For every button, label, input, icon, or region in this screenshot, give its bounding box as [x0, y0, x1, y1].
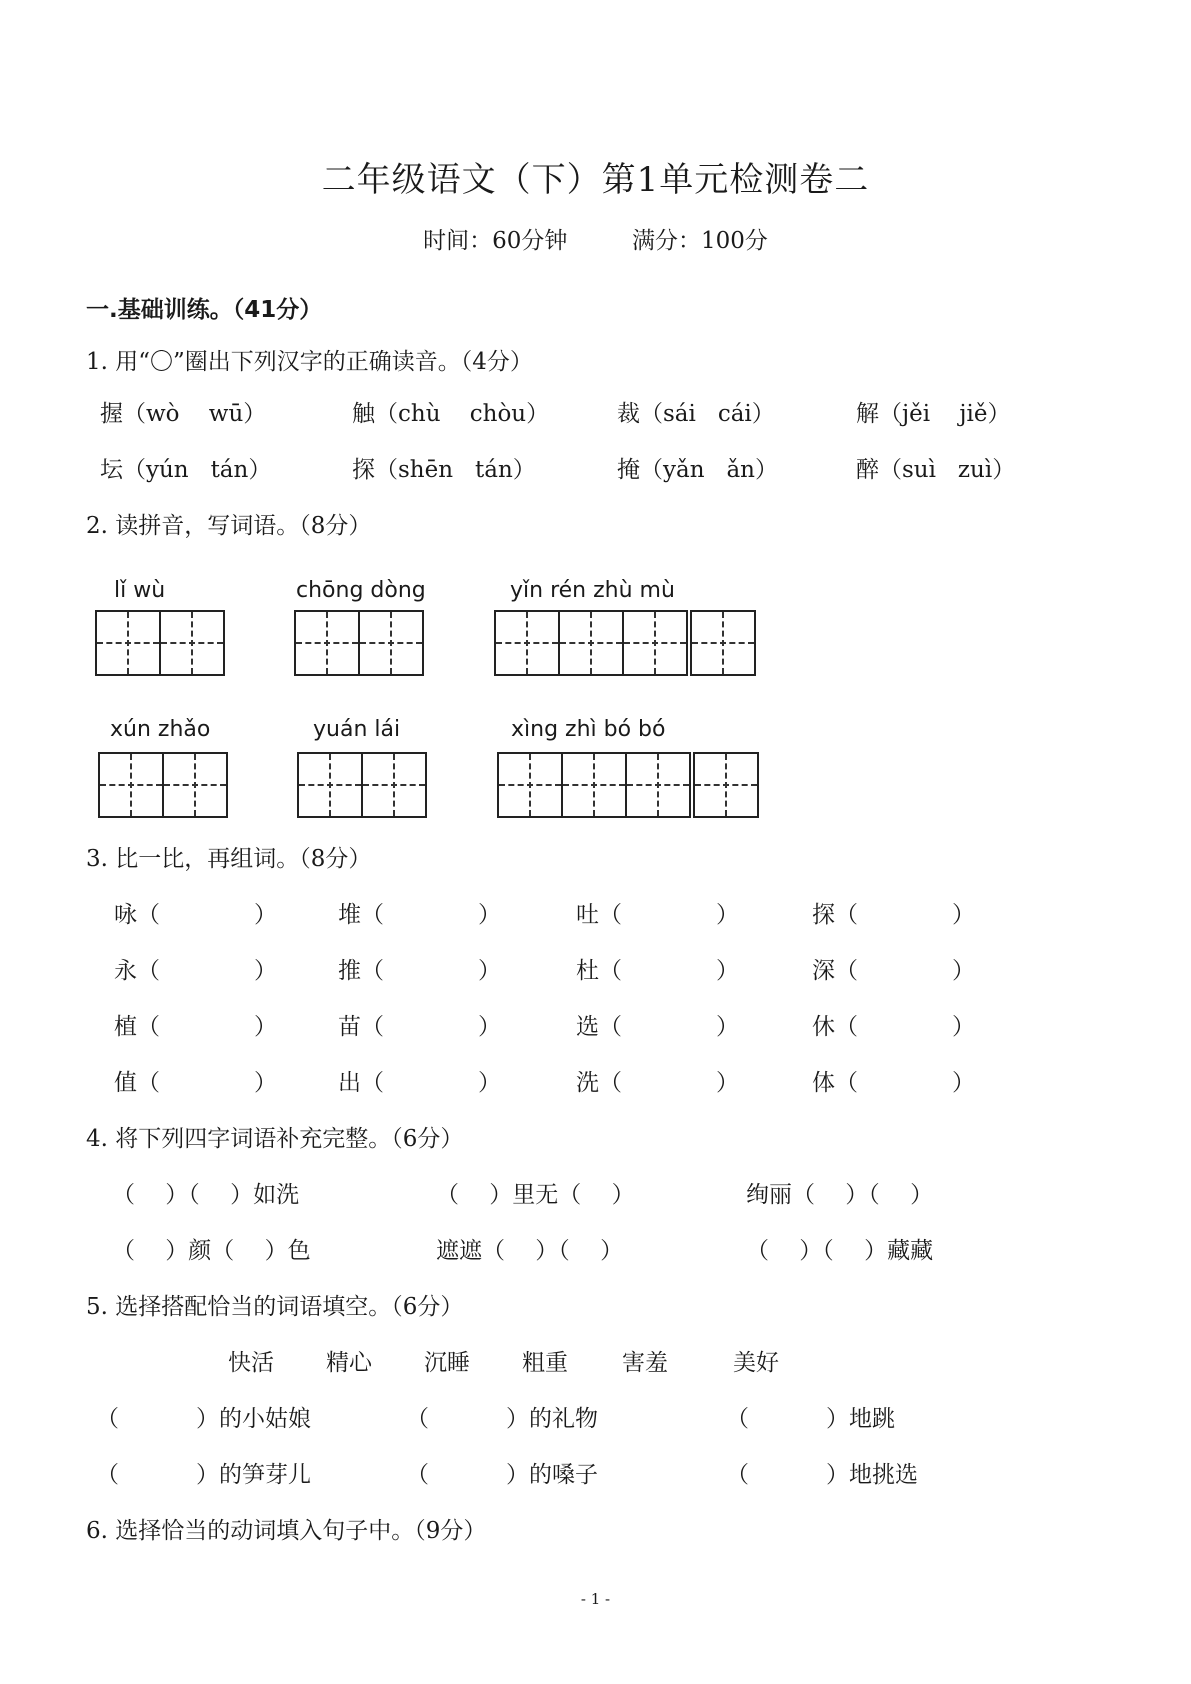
q3-item[interactable]: 永（ [114, 958, 160, 984]
q1-item[interactable]: 醉（suì zuì） [856, 457, 1016, 483]
grid-cell[interactable] [294, 610, 360, 676]
writing-grid[interactable] [294, 610, 424, 676]
pinyin-label: yǐn rén zhù mù [510, 578, 675, 603]
q1-item[interactable]: 解（jěi jiě） [856, 401, 1011, 427]
page-title: 二年级语文（下）第1单元检测卷二 [321, 160, 870, 200]
grid-cell[interactable] [693, 752, 759, 818]
question-6-prompt: 6. 选择恰当的动词填入句子中。（9分） [86, 1518, 487, 1544]
full-score: 满分：100分 [632, 228, 768, 254]
close-paren: ） [716, 902, 739, 928]
q3-item[interactable]: 探（ [812, 902, 858, 928]
q3-item[interactable]: 杜（ [576, 958, 622, 984]
writing-grid[interactable] [497, 752, 759, 818]
q3-item[interactable]: 苗（ [338, 1014, 384, 1040]
fill-blank[interactable]: （ [726, 1462, 749, 1488]
close-paren: ） [254, 1014, 277, 1040]
q3-item[interactable]: 咏（ [114, 902, 160, 928]
close-paren: ） [952, 1070, 975, 1096]
pinyin-label: lǐ wù [114, 578, 166, 603]
grid-cell[interactable] [625, 752, 691, 818]
close-paren: ） [254, 1070, 277, 1096]
fill-blank-suffix: ）的嗓子 [506, 1462, 598, 1488]
word-option: 粗重 [522, 1350, 568, 1376]
fill-blank-suffix: ）地跳 [826, 1406, 895, 1432]
close-paren: ） [478, 902, 501, 928]
pinyin-label: yuán lái [313, 717, 401, 742]
close-paren: ） [716, 958, 739, 984]
grid-cell[interactable] [622, 610, 688, 676]
section-heading: 一.基础训练。（41分） [86, 297, 323, 323]
fill-blank[interactable]: （ [726, 1406, 749, 1432]
writing-grid[interactable] [95, 610, 225, 676]
close-paren: ） [478, 958, 501, 984]
exam-info [0, 222, 1191, 255]
grid-cell[interactable] [361, 752, 427, 818]
q1-item[interactable]: 探（shēn tán） [352, 457, 536, 483]
pinyin-label: chōng dòng [296, 578, 426, 603]
q3-item[interactable]: 出（ [338, 1070, 384, 1096]
grid-cell[interactable] [494, 610, 560, 676]
fill-blank-suffix: ）的笋芽儿 [196, 1462, 311, 1488]
pinyin-label: xún zhǎo [110, 717, 211, 742]
question-2-prompt: 2. 读拼音，写词语。（8分） [86, 513, 372, 539]
close-paren: ） [716, 1014, 739, 1040]
idiom-blank[interactable]: （ ）里无（ ） [436, 1182, 635, 1208]
idiom-blank[interactable]: （ ）颜（ ）色 [112, 1238, 311, 1264]
q1-item[interactable]: 握（wò wū） [100, 401, 267, 427]
question-4-prompt: 4. 将下列四字词语补充完整。（6分） [86, 1126, 464, 1152]
close-paren: ） [478, 1014, 501, 1040]
grid-cell[interactable] [561, 752, 627, 818]
close-paren: ） [716, 1070, 739, 1096]
fill-blank-suffix: ）的礼物 [506, 1406, 598, 1432]
fill-blank[interactable]: （ [406, 1462, 429, 1488]
q3-item[interactable]: 洗（ [576, 1070, 622, 1096]
fill-blank-suffix: ）地挑选 [826, 1462, 918, 1488]
fill-blank[interactable]: （ [96, 1406, 119, 1432]
idiom-blank[interactable]: 遮遮（ ）（ ） [436, 1238, 624, 1264]
grid-cell[interactable] [497, 752, 563, 818]
idiom-blank[interactable]: 绚丽（ ）（ ） [746, 1182, 934, 1208]
q3-item[interactable]: 植（ [114, 1014, 160, 1040]
word-option: 害羞 [622, 1350, 668, 1376]
grid-cell[interactable] [690, 610, 756, 676]
close-paren: ） [952, 902, 975, 928]
writing-grid[interactable] [494, 610, 756, 676]
idiom-blank[interactable]: （ ）（ ）藏藏 [746, 1238, 934, 1264]
question-1-prompt: 1. 用“〇”圈出下列汉字的正确读音。（4分） [86, 349, 533, 375]
q1-item[interactable]: 裁（sái cái） [617, 401, 775, 427]
fill-blank-suffix: ）的小姑娘 [196, 1406, 311, 1432]
q3-item[interactable]: 选（ [576, 1014, 622, 1040]
q1-item[interactable]: 掩（yǎn ǎn） [617, 457, 778, 483]
grid-cell[interactable] [358, 610, 424, 676]
q3-item[interactable]: 吐（ [576, 902, 622, 928]
word-option: 美好 [733, 1350, 779, 1376]
word-option: 精心 [326, 1350, 372, 1376]
pinyin-label: xìng zhì bó bó [511, 717, 666, 742]
q1-item[interactable]: 坛（yún tán） [100, 457, 272, 483]
writing-grid[interactable] [297, 752, 427, 818]
grid-cell[interactable] [297, 752, 363, 818]
grid-cell[interactable] [159, 610, 225, 676]
q3-item[interactable]: 推（ [338, 958, 384, 984]
time-limit: 时间：60分钟 [423, 228, 568, 254]
fill-blank[interactable]: （ [406, 1406, 429, 1432]
grid-cell[interactable] [95, 610, 161, 676]
close-paren: ） [254, 958, 277, 984]
q3-item[interactable]: 休（ [812, 1014, 858, 1040]
writing-grid[interactable] [98, 752, 228, 818]
word-option: 快活 [228, 1350, 274, 1376]
q1-item[interactable]: 触（chù chòu） [352, 401, 550, 427]
q3-item[interactable]: 深（ [812, 958, 858, 984]
question-3-prompt: 3. 比一比，再组词。（8分） [86, 846, 372, 872]
grid-cell[interactable] [98, 752, 164, 818]
word-option: 沉睡 [424, 1350, 470, 1376]
q3-item[interactable]: 体（ [812, 1070, 858, 1096]
close-paren: ） [952, 958, 975, 984]
grid-cell[interactable] [558, 610, 624, 676]
close-paren: ） [478, 1070, 501, 1096]
q3-item[interactable]: 值（ [114, 1070, 160, 1096]
grid-cell[interactable] [162, 752, 228, 818]
close-paren: ） [254, 902, 277, 928]
idiom-blank[interactable]: （ ）（ ）如洗 [112, 1182, 300, 1208]
question-5-prompt: 5. 选择搭配恰当的词语填空。（6分） [86, 1294, 464, 1320]
q3-item[interactable]: 堆（ [338, 902, 384, 928]
fill-blank[interactable]: （ [96, 1462, 119, 1488]
page-number: - 1 - [580, 1590, 611, 1608]
close-paren: ） [952, 1014, 975, 1040]
